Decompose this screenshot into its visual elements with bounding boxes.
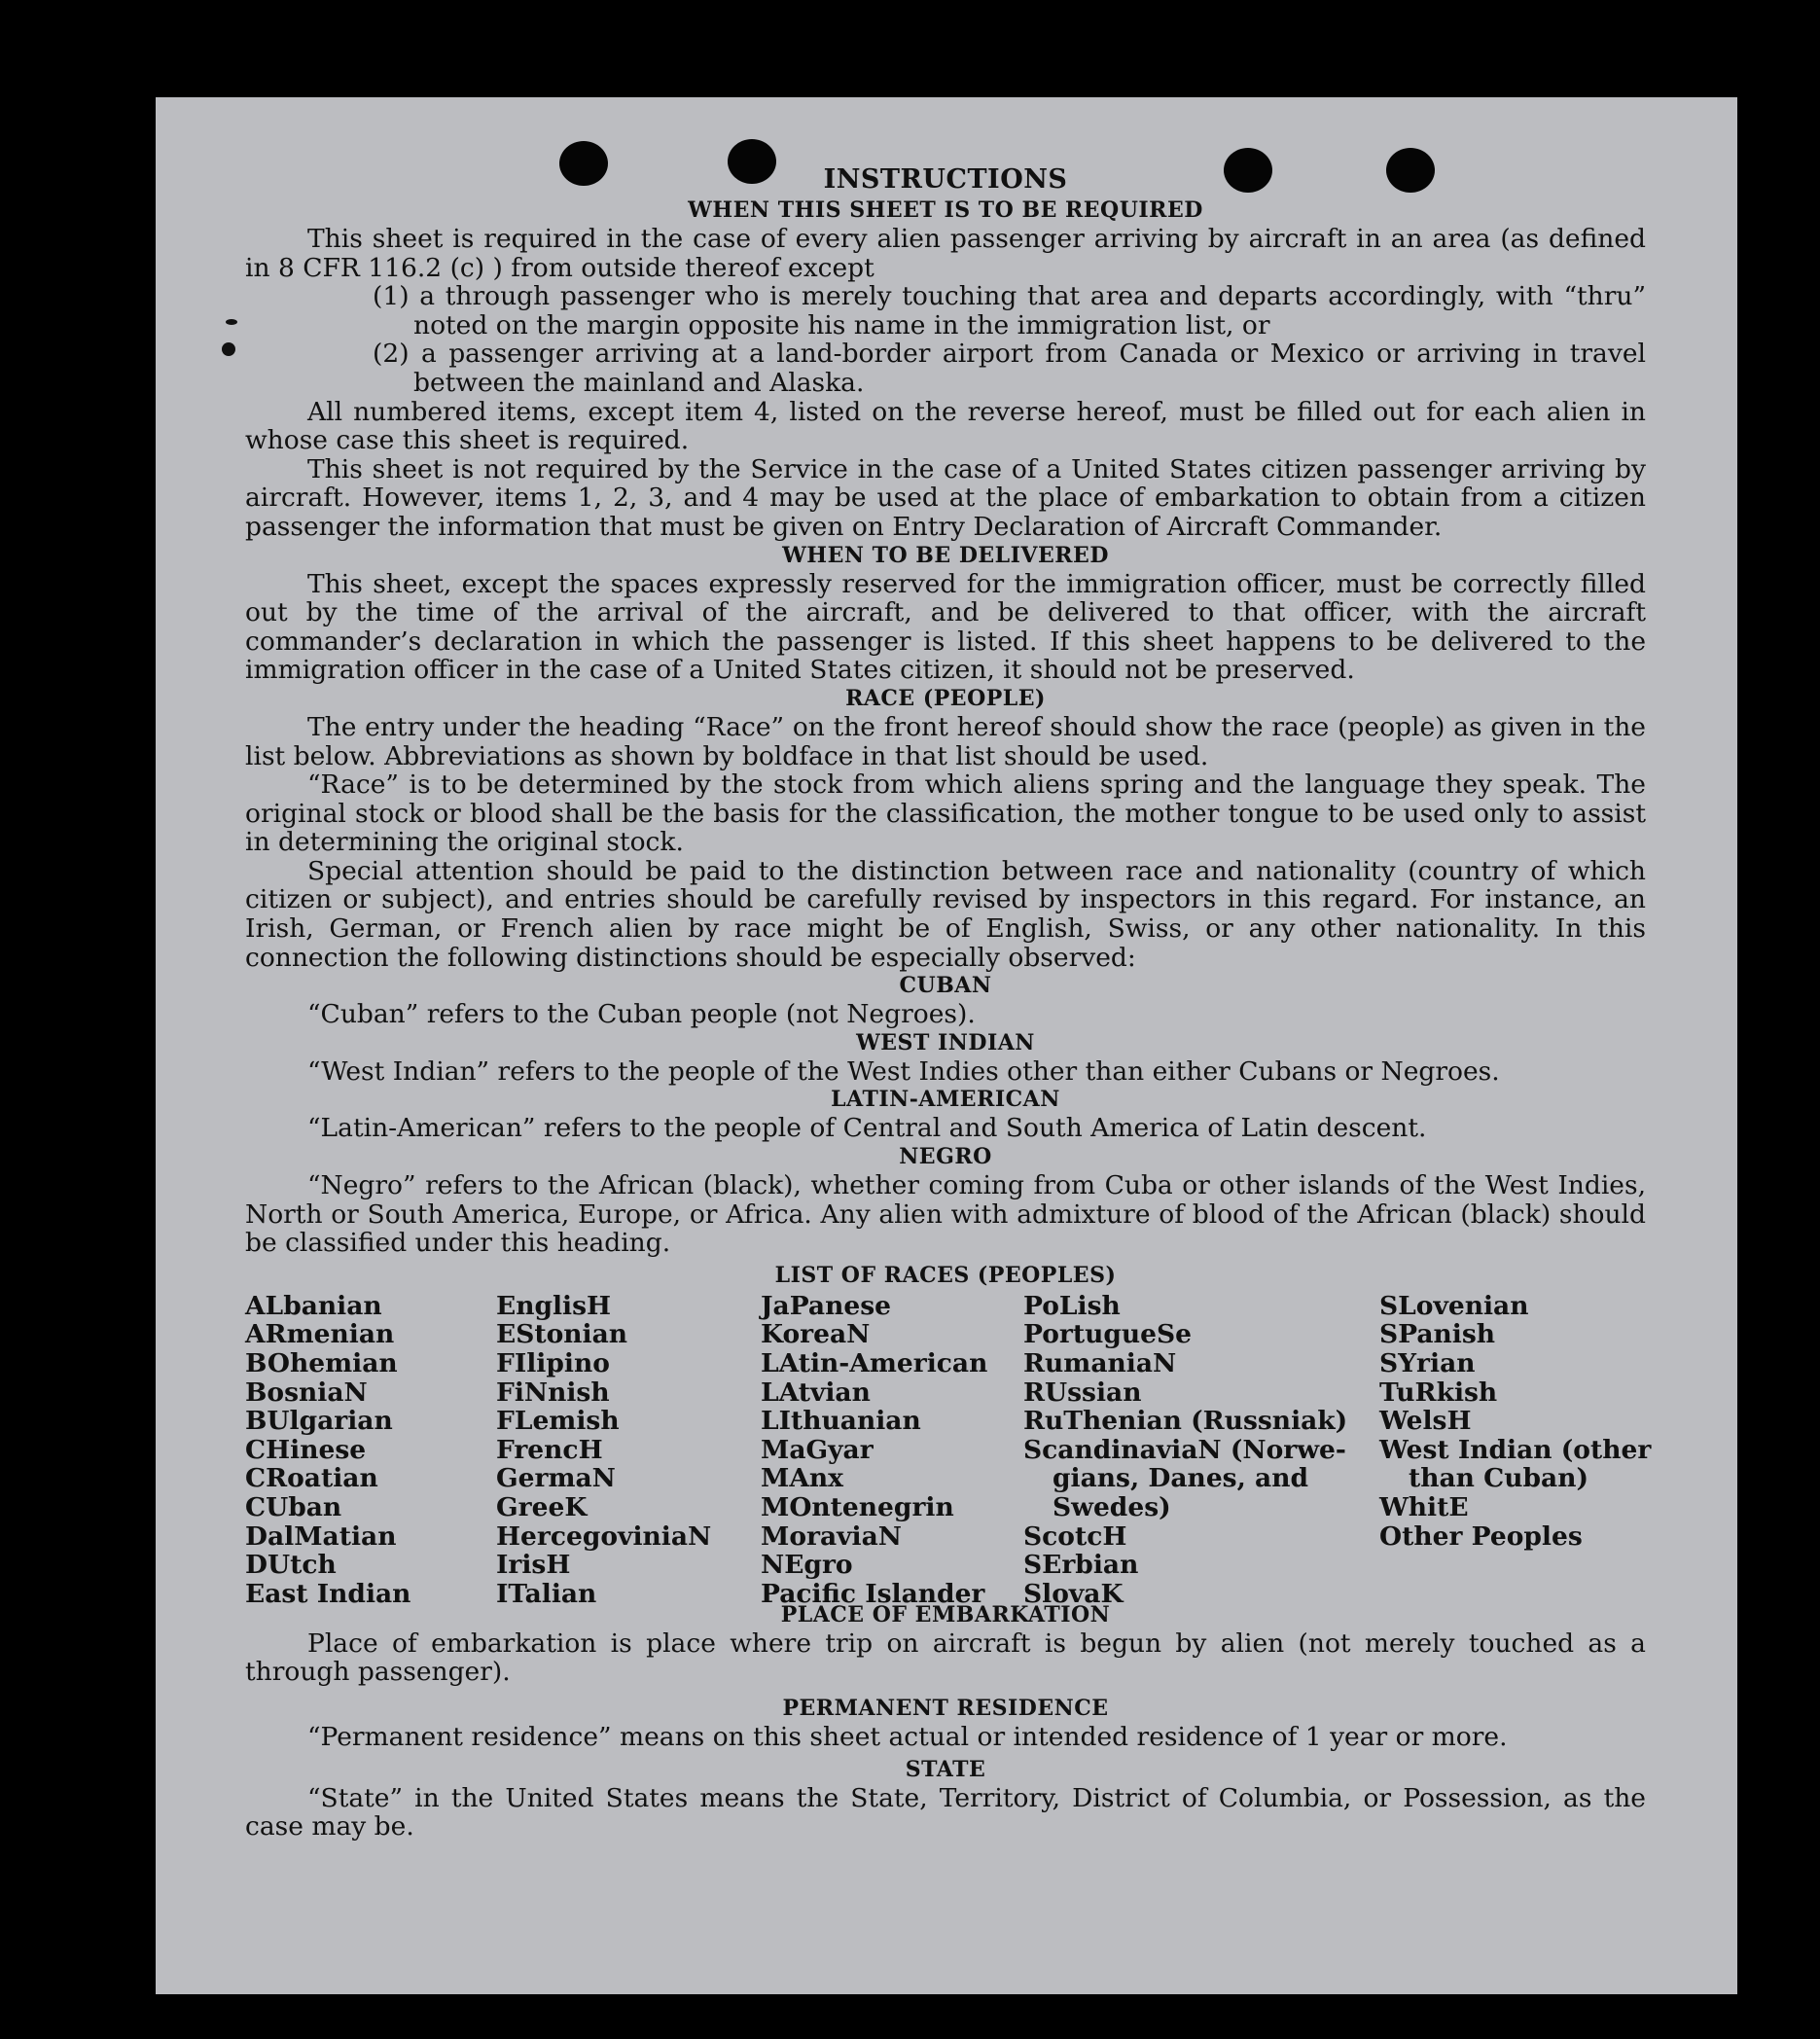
race-entry: IrisH	[496, 1550, 571, 1581]
race-entry: DUtch	[245, 1550, 337, 1581]
race-entry: ARmenian	[245, 1319, 395, 1350]
race-entry: EStonian	[496, 1319, 628, 1350]
race-entry: RuThenian (Russniak)	[1023, 1406, 1348, 1437]
race-entry: MAnx	[761, 1463, 843, 1494]
ink-speck	[226, 319, 237, 325]
race-entry: SYrian	[1379, 1348, 1476, 1378]
paragraph: All numbered items, except item 4, listed on the reverse hereof, must be filled out for each alien in whose case this sheet is required.	[245, 396, 1646, 456]
race-entry: WelsH	[1379, 1406, 1472, 1437]
race-entry: MoraviaN	[761, 1520, 902, 1552]
race-entry: ITalian	[496, 1578, 597, 1609]
race-column-2	[496, 1292, 711, 1609]
paragraph: “Race” is to be determined by the stock from which aliens spring and the language they speak. The original stock or blood shall be the basis for the classification, the mother tongue to be used only to assist in determining the original stock.	[245, 769, 1646, 858]
race-entry: BosniaN	[245, 1377, 368, 1408]
paragraph: “Latin-American” refers to the people of Central and South America of Latin descent.	[307, 1113, 1427, 1144]
race-entry: Pacific Islander	[761, 1578, 985, 1609]
section-heading: WHEN TO BE DELIVERED	[782, 542, 1109, 568]
race-column-3	[761, 1292, 987, 1609]
section-heading: STATE	[905, 1756, 986, 1782]
race-entry: FIlipino	[496, 1348, 610, 1378]
paragraph: This sheet is required in the case of every alien passenger arriving by aircraft in an area (as defined in 8 CFR 116.2 (c) ) from outside thereof except	[245, 224, 1646, 283]
race-column-5	[1379, 1292, 1651, 1551]
race-entry: gians, Danes, and	[1053, 1463, 1309, 1494]
race-entry: JaPanese	[761, 1290, 892, 1321]
race-entry: GreeK	[496, 1491, 588, 1522]
race-column-4	[1023, 1292, 1347, 1609]
list-item: (2) a passenger arriving at a land-border airport from Canada or Mexico or arriving in travel between the mainland and Alaska.	[373, 339, 1646, 398]
race-entry: LIthuanian	[761, 1406, 921, 1437]
document-page	[156, 97, 1737, 1994]
section-heading: PLACE OF EMBARKATION	[780, 1601, 1111, 1628]
race-entry: RUssian	[1023, 1377, 1142, 1408]
race-list	[245, 1290, 1652, 1609]
race-entry: PortugueSe	[1023, 1319, 1193, 1350]
race-entry: KoreaN	[761, 1319, 871, 1350]
race-entry: West Indian (other	[1379, 1434, 1652, 1465]
race-entry: DalMatian	[245, 1520, 397, 1552]
paragraph: Place of embarkation is place where trip on aircraft is begun by alien (not merely touched as a through passenger).	[245, 1628, 1646, 1688]
section-heading: WHEN THIS SHEET IS TO BE REQUIRED	[688, 197, 1203, 223]
race-entry: LAtvian	[761, 1377, 871, 1408]
section-heading: LIST OF RACES (PEOPLES)	[774, 1262, 1117, 1288]
race-entry: SErbian	[1023, 1550, 1139, 1581]
race-entry: LAtin-American	[761, 1348, 988, 1378]
race-entry: RumaniaN	[1023, 1348, 1177, 1378]
paragraph: “Permanent residence” means on this sheet actual or intended residence of 1 year or more.	[307, 1722, 1508, 1752]
race-entry: Swedes)	[1053, 1491, 1171, 1522]
race-entry: NEgro	[761, 1550, 853, 1581]
race-entry: Other Peoples	[1379, 1520, 1583, 1552]
race-entry: FrencH	[496, 1434, 603, 1465]
paragraph: “Negro” refers to the African (black), whether coming from Cuba or other islands of the West Indies, North or South America, Europe, or Africa. Any alien with admixture of blood of the African (black) should be classified under this heading.	[245, 1170, 1646, 1259]
race-entry: BUlgarian	[245, 1406, 393, 1437]
ink-speck	[222, 342, 235, 356]
section-heading: LATIN-AMERICAN	[831, 1087, 1060, 1113]
race-entry: EnglisH	[496, 1290, 612, 1321]
section-heading: NEGRO	[899, 1144, 992, 1170]
race-entry: CRoatian	[245, 1463, 378, 1494]
page-title: INSTRUCTIONS	[823, 164, 1068, 195]
section-heading: PERMANENT RESIDENCE	[782, 1696, 1109, 1721]
paragraph: This sheet is not required by the Service in the case of a United States citizen passenger arriving by aircraft. However, items 1, 2, 3, and 4 may be used at the place of embarkation to obtain from a citizen passenger the information that must be given on Entry Declaration of Aircraft Commander.	[245, 453, 1646, 542]
race-entry: FiNnish	[496, 1377, 610, 1408]
race-entry: BOhemian	[245, 1348, 398, 1378]
section-heading: WEST INDIAN	[856, 1029, 1035, 1055]
paragraph: The entry under the heading “Race” on the front hereof should show the race (people) as given in the list below. Abbreviations as shown by boldface in that list should be used.	[245, 711, 1646, 771]
race-entry: GermaN	[496, 1463, 616, 1494]
race-entry: FLemish	[496, 1406, 620, 1437]
race-entry: SlovaK	[1023, 1578, 1124, 1609]
race-entry: East Indian	[245, 1578, 411, 1609]
race-entry: MaGyar	[761, 1434, 874, 1465]
paragraph: “West Indian” refers to the people of the West Indies other than either Cubans or Negroes.	[307, 1055, 1500, 1087]
list-item: (1) a through passenger who is merely touching that area and departs accordingly, with “thru” noted on the margin opposite his name in the immigration list, or	[373, 281, 1646, 340]
section-heading: RACE (PEOPLE)	[845, 685, 1046, 711]
race-entry: WhitE	[1379, 1491, 1469, 1522]
instructions-body	[245, 163, 1652, 1842]
race-entry: MOntenegrin	[761, 1491, 954, 1522]
race-entry: SPanish	[1379, 1319, 1496, 1350]
paragraph: Special attention should be paid to the distinction between race and nationality (country of which citizen or subject), and entries should be carefully revised by inspectors in this regard. For instance, an Irish, German, or French alien by race might be of English, Swiss, or any other nationality. In this connection the following distinctions should be especially observed:	[245, 855, 1646, 973]
race-entry: PoLish	[1023, 1290, 1121, 1321]
race-entry: HercegoviniaN	[496, 1520, 712, 1552]
race-entry: ScandinaviaN (Norwe-	[1023, 1434, 1346, 1465]
race-entry: ScotcH	[1023, 1520, 1127, 1552]
paragraph: “Cuban” refers to the Cuban people (not Negroes).	[307, 999, 976, 1030]
race-entry: CUban	[245, 1491, 342, 1522]
race-entry: SLovenian	[1379, 1290, 1529, 1321]
race-entry: ALbanian	[245, 1290, 382, 1321]
race-entry: than Cuban)	[1409, 1463, 1589, 1494]
race-entry: CHinese	[245, 1434, 367, 1465]
race-entry: TuRkish	[1379, 1377, 1498, 1408]
race-column-1	[245, 1292, 410, 1609]
paragraph: “State” in the United States means the State, Territory, District of Columbia, or Possession, as the case may be.	[245, 1782, 1646, 1842]
paragraph: This sheet, except the spaces expressly reserved for the immigration officer, must be correctly filled out by the time of the arrival of the aircraft, and be delivered to that officer, with the aircraft commander’s declaration in which the passenger is listed. If this sheet happens to be delivered to the immigration officer in the case of a United States citizen, it should not be preserved.	[245, 568, 1646, 686]
section-heading: CUBAN	[899, 973, 992, 999]
